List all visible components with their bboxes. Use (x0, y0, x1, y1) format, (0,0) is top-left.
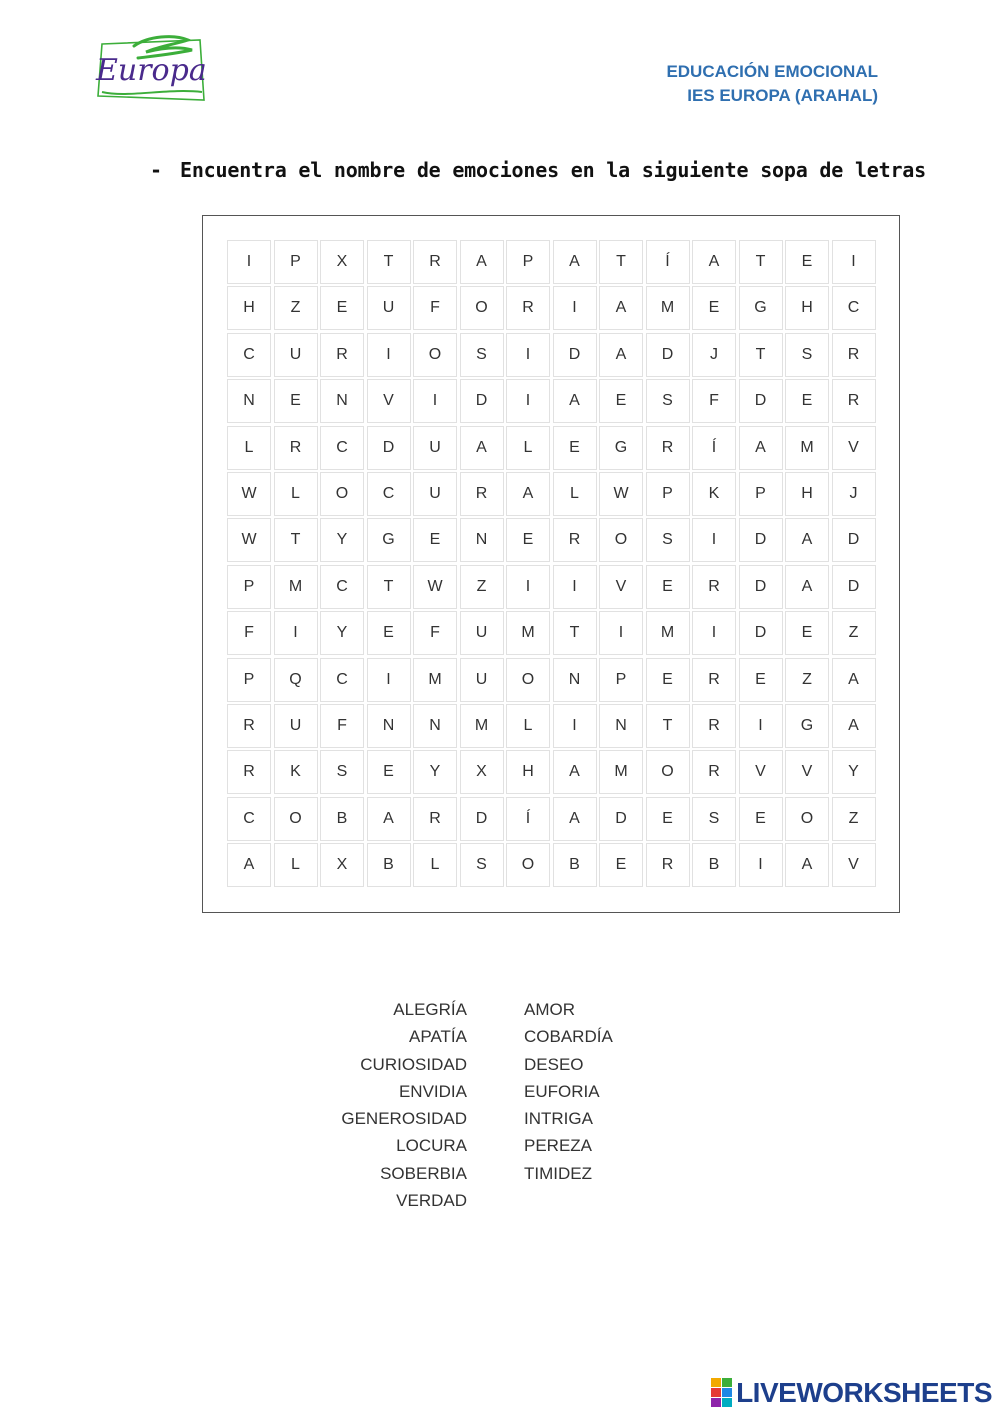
grid-cell[interactable]: F (320, 704, 364, 748)
grid-cell[interactable]: G (739, 286, 783, 330)
word-list-right (524, 996, 613, 1187)
grid-cell[interactable]: W (413, 565, 457, 609)
grid-cell[interactable]: R (692, 750, 736, 794)
grid-cell[interactable]: A (227, 843, 271, 887)
grid-cell[interactable]: R (692, 658, 736, 702)
grid-cell[interactable]: E (413, 518, 457, 562)
grid-cell[interactable]: J (692, 333, 736, 377)
grid-cell[interactable]: R (320, 333, 364, 377)
grid-cell[interactable]: Q (274, 658, 318, 702)
word-list-item: TIMIDEZ (524, 1163, 592, 1183)
grid-cell[interactable]: P (599, 658, 643, 702)
grid-cell[interactable]: V (367, 379, 411, 423)
grid-cell[interactable]: L (274, 472, 318, 516)
letter-grid (227, 240, 876, 887)
word-list-item: ENVIDIA (398, 1081, 467, 1101)
grid-cell[interactable]: Z (785, 658, 829, 702)
grid-cell[interactable]: L (274, 843, 318, 887)
grid-cell[interactable]: E (692, 286, 736, 330)
grid-cell[interactable]: Y (320, 611, 364, 655)
grid-cell[interactable]: R (506, 286, 550, 330)
grid-cell[interactable]: I (274, 611, 318, 655)
grid-cell[interactable]: U (413, 426, 457, 470)
grid-cell[interactable]: I (832, 240, 876, 284)
grid-cell[interactable]: I (506, 333, 550, 377)
grid-cell[interactable]: A (599, 286, 643, 330)
grid-cell[interactable]: O (320, 472, 364, 516)
grid-cell[interactable]: N (227, 379, 271, 423)
grid-cell[interactable]: R (692, 704, 736, 748)
grid-cell[interactable]: I (739, 704, 783, 748)
grid-cell[interactable]: V (739, 750, 783, 794)
word-list-item: CURIOSIDAD (360, 1054, 467, 1074)
word-list-item: DESEO (524, 1054, 584, 1074)
grid-cell[interactable]: R (553, 518, 597, 562)
grid-cell[interactable]: E (785, 379, 829, 423)
grid-cell[interactable]: W (599, 472, 643, 516)
grid-cell[interactable]: N (553, 658, 597, 702)
grid-cell[interactable]: O (646, 750, 690, 794)
grid-cell[interactable]: B (320, 797, 364, 841)
grid-cell[interactable]: X (320, 843, 364, 887)
grid-cell[interactable]: Í (646, 240, 690, 284)
grid-cell[interactable]: I (227, 240, 271, 284)
grid-cell[interactable]: E (599, 843, 643, 887)
grid-cell[interactable]: T (553, 611, 597, 655)
grid-cell[interactable]: I (553, 565, 597, 609)
grid-cell[interactable]: P (227, 658, 271, 702)
logo-text: Europa (96, 53, 207, 88)
grid-cell[interactable]: E (739, 658, 783, 702)
grid-cell[interactable]: X (460, 750, 504, 794)
grid-cell[interactable]: A (460, 426, 504, 470)
grid-cell[interactable]: Y (320, 518, 364, 562)
grid-cell[interactable]: L (413, 843, 457, 887)
grid-cell[interactable]: L (506, 426, 550, 470)
grid-cell[interactable]: R (692, 565, 736, 609)
grid-cell[interactable]: E (739, 797, 783, 841)
header-subject: EDUCACIÓN EMOCIONAL (666, 62, 878, 81)
grid-cell[interactable]: S (320, 750, 364, 794)
grid-cell[interactable]: E (367, 750, 411, 794)
grid-cell[interactable]: Z (274, 286, 318, 330)
grid-cell[interactable]: V (832, 843, 876, 887)
grid-cell[interactable]: U (367, 286, 411, 330)
grid-cell[interactable]: M (413, 658, 457, 702)
grid-cell[interactable]: D (739, 518, 783, 562)
grid-cell[interactable]: A (553, 750, 597, 794)
grid-cell[interactable]: B (553, 843, 597, 887)
grid-cell[interactable]: R (274, 426, 318, 470)
grid-cell[interactable]: U (274, 333, 318, 377)
grid-cell[interactable]: H (506, 750, 550, 794)
grid-cell[interactable]: T (367, 565, 411, 609)
grid-cell[interactable]: I (553, 704, 597, 748)
grid-cell[interactable]: C (320, 658, 364, 702)
grid-cell[interactable]: E (646, 797, 690, 841)
grid-cell[interactable]: M (460, 704, 504, 748)
header-school: IES EUROPA (ARAHAL) (687, 86, 878, 105)
grid-cell[interactable]: E (367, 611, 411, 655)
grid-cell[interactable]: R (413, 240, 457, 284)
grid-cell[interactable]: L (506, 704, 550, 748)
grid-cell[interactable]: M (599, 750, 643, 794)
grid-cell[interactable]: A (599, 333, 643, 377)
grid-cell[interactable]: I (692, 518, 736, 562)
grid-cell[interactable]: A (739, 426, 783, 470)
europa-logo-icon (88, 30, 210, 106)
grid-cell[interactable]: I (692, 611, 736, 655)
word-list-item: LOCURA (396, 1136, 467, 1156)
grid-cell[interactable]: O (785, 797, 829, 841)
grid-cell[interactable]: E (599, 379, 643, 423)
grid-cell[interactable]: I (367, 658, 411, 702)
grid-cell[interactable]: D (739, 565, 783, 609)
grid-cell[interactable]: J (832, 472, 876, 516)
grid-cell[interactable]: Y (832, 750, 876, 794)
grid-cell[interactable]: I (367, 333, 411, 377)
grid-cell[interactable]: C (320, 565, 364, 609)
grid-cell[interactable]: O (599, 518, 643, 562)
grid-cell[interactable]: A (785, 518, 829, 562)
grid-cell[interactable]: K (274, 750, 318, 794)
grid-cell[interactable]: G (367, 518, 411, 562)
grid-cell[interactable]: S (460, 843, 504, 887)
grid-cell[interactable]: H (785, 286, 829, 330)
school-logo (88, 30, 210, 106)
grid-cell[interactable]: O (460, 286, 504, 330)
grid-cell[interactable]: U (460, 611, 504, 655)
grid-cell[interactable]: C (320, 426, 364, 470)
grid-cell[interactable]: R (227, 750, 271, 794)
grid-cell[interactable]: A (832, 658, 876, 702)
grid-cell[interactable]: D (832, 565, 876, 609)
grid-cell[interactable]: R (646, 426, 690, 470)
grid-cell[interactable]: O (506, 658, 550, 702)
grid-cell[interactable]: R (227, 704, 271, 748)
grid-cell[interactable]: C (227, 333, 271, 377)
grid-cell[interactable]: E (553, 426, 597, 470)
grid-cell[interactable]: E (785, 240, 829, 284)
word-list-item: EUFORIA (524, 1081, 600, 1101)
grid-cell[interactable]: O (506, 843, 550, 887)
word-list-item: VERDAD (396, 1191, 467, 1211)
grid-cell[interactable]: A (506, 472, 550, 516)
grid-cell[interactable]: A (785, 843, 829, 887)
grid-cell[interactable]: U (413, 472, 457, 516)
grid-cell[interactable]: D (739, 379, 783, 423)
grid-cell[interactable]: I (599, 611, 643, 655)
grid-cell[interactable]: F (413, 286, 457, 330)
grid-cell[interactable]: N (599, 704, 643, 748)
grid-cell[interactable]: K (692, 472, 736, 516)
grid-cell[interactable]: A (553, 797, 597, 841)
grid-cell[interactable]: D (832, 518, 876, 562)
grid-cell[interactable]: I (506, 379, 550, 423)
grid-cell[interactable]: A (553, 240, 597, 284)
grid-cell[interactable]: V (785, 750, 829, 794)
grid-cell[interactable]: D (460, 797, 504, 841)
grid-cell[interactable]: G (785, 704, 829, 748)
grid-cell[interactable]: F (227, 611, 271, 655)
grid-cell[interactable]: I (506, 565, 550, 609)
grid-cell[interactable]: A (367, 797, 411, 841)
grid-cell[interactable]: T (599, 240, 643, 284)
grid-cell[interactable]: P (646, 472, 690, 516)
word-list-item: AMOR (524, 1000, 575, 1019)
grid-cell[interactable]: L (553, 472, 597, 516)
grid-cell[interactable]: O (413, 333, 457, 377)
grid-cell[interactable]: S (646, 518, 690, 562)
grid-cell[interactable]: P (227, 565, 271, 609)
grid-cell[interactable]: P (506, 240, 550, 284)
grid-cell[interactable]: E (274, 379, 318, 423)
grid-cell[interactable]: Z (832, 611, 876, 655)
grid-cell[interactable]: N (367, 704, 411, 748)
grid-cell[interactable]: F (413, 611, 457, 655)
word-list-item: SOBERBIA (380, 1163, 467, 1183)
grid-cell[interactable]: I (739, 843, 783, 887)
grid-cell[interactable]: T (274, 518, 318, 562)
grid-cell[interactable]: F (692, 379, 736, 423)
grid-cell[interactable]: N (413, 704, 457, 748)
grid-cell[interactable]: R (832, 333, 876, 377)
grid-cell[interactable]: T (739, 333, 783, 377)
grid-cell[interactable]: N (460, 518, 504, 562)
grid-cell[interactable]: D (553, 333, 597, 377)
grid-cell[interactable]: C (832, 286, 876, 330)
grid-cell[interactable]: R (646, 843, 690, 887)
word-list-item: INTRIGA (524, 1109, 593, 1129)
grid-cell[interactable]: S (692, 797, 736, 841)
grid-cell[interactable]: Í (506, 797, 550, 841)
grid-cell[interactable]: Y (413, 750, 457, 794)
grid-cell[interactable]: C (227, 797, 271, 841)
instruction-text: Encuentra el nombre de emociones en la siguiente sopa de letras (180, 158, 926, 182)
grid-cell[interactable]: E (646, 565, 690, 609)
word-list-item: COBARDÍA (524, 1027, 613, 1047)
grid-cell[interactable]: A (553, 379, 597, 423)
grid-cell[interactable]: A (460, 240, 504, 284)
grid-cell[interactable]: W (227, 518, 271, 562)
grid-cell[interactable]: S (646, 379, 690, 423)
word-list-item: ALEGRÍA (393, 1000, 467, 1019)
grid-cell[interactable]: D (599, 797, 643, 841)
grid-cell[interactable]: T (739, 240, 783, 284)
grid-cell[interactable]: B (367, 843, 411, 887)
grid-cell[interactable]: I (553, 286, 597, 330)
grid-cell[interactable]: E (506, 518, 550, 562)
grid-cell[interactable]: E (646, 658, 690, 702)
grid-cell[interactable]: A (785, 565, 829, 609)
grid-cell[interactable]: A (832, 704, 876, 748)
grid-cell[interactable]: M (646, 611, 690, 655)
grid-cell[interactable]: E (320, 286, 364, 330)
grid-cell[interactable]: T (646, 704, 690, 748)
grid-cell[interactable]: A (692, 240, 736, 284)
grid-cell[interactable]: D (460, 379, 504, 423)
grid-cell[interactable]: B (692, 843, 736, 887)
grid-cell[interactable]: U (274, 704, 318, 748)
grid-cell[interactable]: S (460, 333, 504, 377)
grid-cell[interactable]: D (739, 611, 783, 655)
grid-cell[interactable]: X (320, 240, 364, 284)
grid-cell[interactable]: R (832, 379, 876, 423)
grid-cell[interactable]: Z (460, 565, 504, 609)
header-block (666, 60, 878, 108)
word-list-item: PEREZA (524, 1136, 593, 1156)
grid-cell[interactable]: O (274, 797, 318, 841)
liveworksheets-logo (711, 1376, 992, 1410)
grid-cell[interactable]: M (646, 286, 690, 330)
liveworksheets-icon (711, 1378, 733, 1408)
grid-cell[interactable]: E (785, 611, 829, 655)
grid-cell[interactable]: U (460, 658, 504, 702)
grid-cell[interactable]: M (274, 565, 318, 609)
instruction-dash: - (150, 158, 162, 182)
grid-cell[interactable]: P (274, 240, 318, 284)
grid-cell[interactable]: N (320, 379, 364, 423)
grid-cell[interactable]: G (599, 426, 643, 470)
word-list-left (341, 996, 467, 1214)
grid-cell[interactable]: H (785, 472, 829, 516)
grid-cell[interactable]: V (599, 565, 643, 609)
word-search-puzzle (202, 215, 900, 913)
grid-cell[interactable]: Z (832, 797, 876, 841)
grid-cell[interactable]: T (367, 240, 411, 284)
grid-cell[interactable]: P (739, 472, 783, 516)
grid-cell[interactable]: S (785, 333, 829, 377)
word-list-item: APATÍA (409, 1027, 467, 1047)
grid-cell[interactable]: D (367, 426, 411, 470)
brand-text: LIVEWORKSHEETS (736, 1377, 992, 1408)
grid-cell[interactable]: L (227, 426, 271, 470)
grid-cell[interactable]: R (460, 472, 504, 516)
grid-cell[interactable]: M (506, 611, 550, 655)
grid-cell[interactable]: R (413, 797, 457, 841)
grid-cell[interactable]: Í (692, 426, 736, 470)
word-list-item: GENEROSIDAD (341, 1109, 467, 1129)
grid-cell[interactable]: W (227, 472, 271, 516)
grid-cell[interactable]: D (646, 333, 690, 377)
grid-cell[interactable]: H (227, 286, 271, 330)
grid-cell[interactable]: C (367, 472, 411, 516)
instruction (150, 158, 926, 182)
grid-cell[interactable]: V (832, 426, 876, 470)
grid-cell[interactable]: M (785, 426, 829, 470)
grid-cell[interactable]: I (413, 379, 457, 423)
